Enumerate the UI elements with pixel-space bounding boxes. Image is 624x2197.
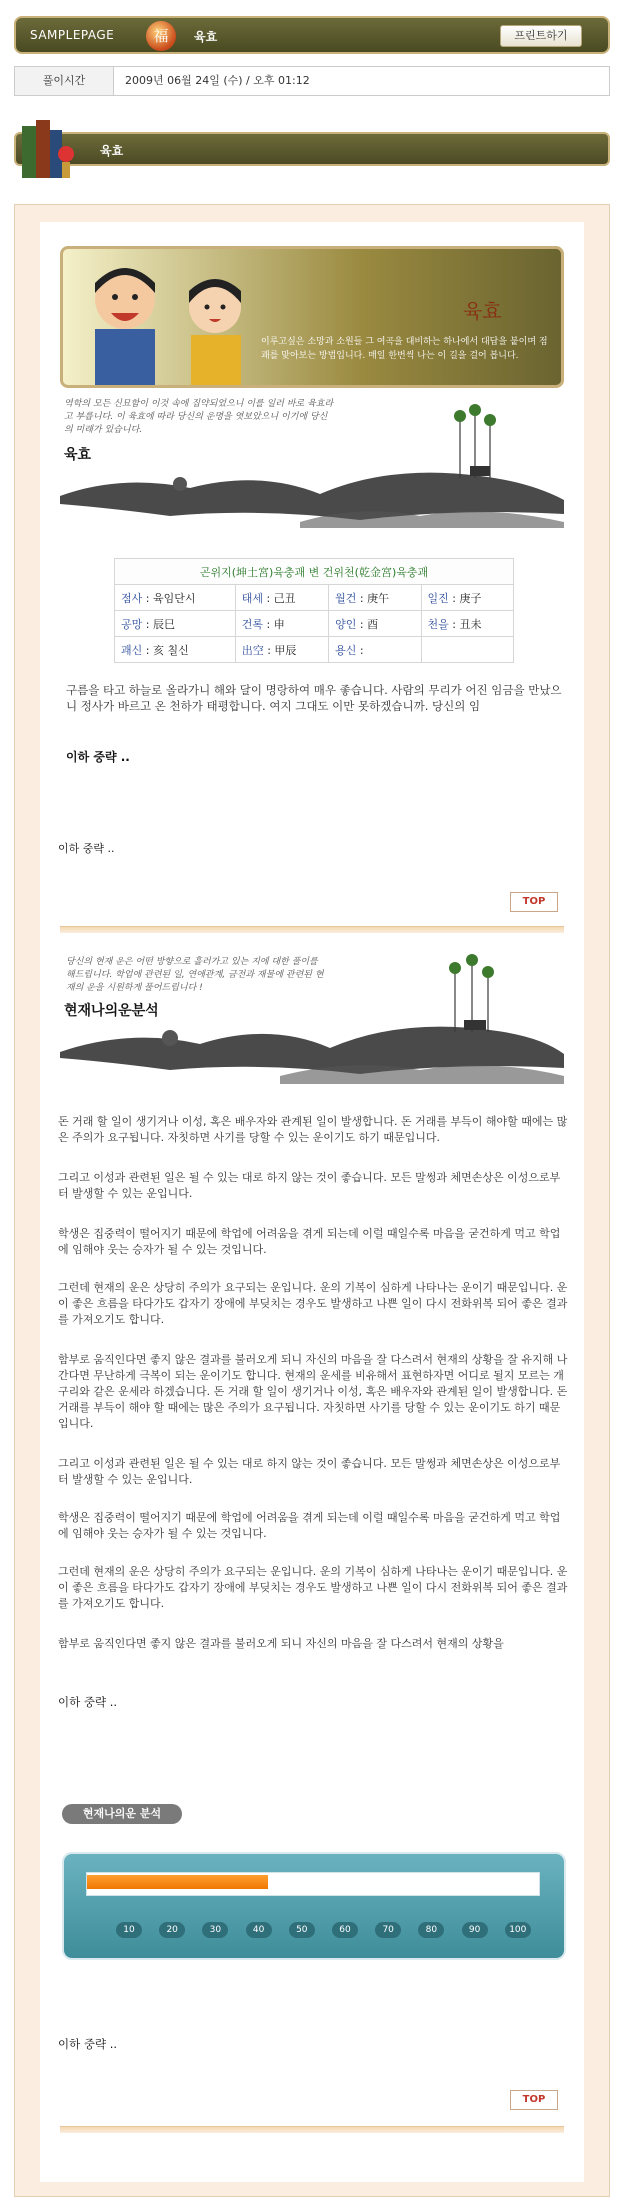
cell-value: 庚子 [459, 591, 482, 605]
print-button[interactable]: 프린트하기 [500, 25, 582, 47]
section-header [14, 132, 610, 166]
landscape-illustration [60, 404, 564, 544]
banner-description: 이루고싶은 소망과 소원들 그 여곡을 대비하는 하나에서 대답을 붙이며 점괘를 맞아보는 방법입니다. 매일 한번씩 나는 이 길을 걸어 봅니다. [261, 337, 548, 361]
books-icon [18, 112, 78, 182]
section-divider [60, 926, 564, 933]
cell-value: 庚午 [367, 591, 390, 605]
gauge-ticks [116, 1922, 548, 1940]
gauge-tick-label: 40 [246, 1922, 272, 1938]
section-divider [60, 2126, 564, 2133]
table-row: 점사 : 육임단시 태세 : 己丑 월건 : 庚午 일진 : 庚子 [115, 585, 514, 611]
header-bar [14, 16, 610, 54]
analysis-heading: 현재나의운분석 [64, 1003, 159, 1019]
landscape-illustration [60, 952, 564, 1098]
omitted-label: 이하 중략 .. [58, 842, 115, 855]
omitted-label: 이하 중략 .. [66, 750, 130, 764]
gauge-tick-label: 60 [332, 1922, 358, 1938]
omitted-label: 이하 중략 .. [58, 2037, 118, 2051]
paragraph: 그런데 현재의 운은 상당히 주의가 요구되는 운입니다. 운의 기복이 심하게 나타나는 운이기 때문입니다. 운이 좋은 흐름을 타다가도 갑자기 장애에 부딪치는 경우도 발생하고 나쁜 일이 다시 전화위복 되어 좋은 결과를 가져오기도 합니다. [58, 1281, 568, 1326]
time-label: 풀이시간 [15, 67, 114, 95]
fortune-gauge [62, 1852, 566, 1960]
hexagram-table [114, 558, 514, 663]
table-caption: 곤위지(坤土宮)육충괘 변 건위천(乾金宮)육충괘 [115, 559, 514, 585]
logo-icon: 福 [146, 21, 176, 51]
brand-label: SAMPLEPAGE [30, 28, 115, 42]
cell-value: 육임단시 [152, 591, 196, 605]
cell-key: 천을 [427, 617, 449, 631]
intro-text: 당신의 현재 운은 어떤 방향으로 흘러가고 있는 지에 대한 풀이를 해드립니다. 학업에 관련된 일, 연애관계, 금전과 재물에 관련된 현재의 운을 시원하게 풀어드립니다 ! [66, 957, 324, 993]
gauge-tick-label: 80 [418, 1922, 444, 1938]
paragraph: 그리고 이성과 관련된 일은 될 수 있는 대로 하지 않는 것이 좋습니다. 모든 말썽과 체면손상은 이성으로부터 발생할 수 있는 운입니다. [58, 1457, 561, 1486]
cell-key: 용신 [335, 643, 357, 657]
paragraph: 그런데 현재의 운은 상당히 주의가 요구되는 운입니다. 운의 기복이 심하게 나타나는 운이기 때문입니다. 운이 좋은 흐름을 타다가도 갑자기 장애에 부딪치는 경우도 발생하고 나쁜 일이 다시 전화위복 되어 좋은 결과를 가져오기도 합니다. [58, 1565, 568, 1610]
cell-key: 점사 [121, 591, 143, 605]
cell-value: 甲辰 [274, 643, 297, 657]
cell-value: 辰巳 [152, 617, 175, 631]
cell-value: 亥 칠신 [152, 643, 189, 657]
cell-key: 태세 [241, 591, 263, 605]
cell-key: 괘신 [121, 643, 143, 657]
gauge-tick-label: 50 [289, 1922, 315, 1938]
cell-value: 丑未 [459, 617, 482, 631]
cell-value: 己丑 [273, 591, 296, 605]
time-value: 2009년 06월 24일 (수) / 오후 01:12 [125, 74, 310, 87]
table-row: 괘신 : 亥 칠신 出空 : 甲辰 용신 : [115, 637, 514, 663]
gauge-tick-label: 90 [462, 1922, 488, 1938]
banner [60, 246, 564, 388]
cell-key: 일진 [427, 591, 449, 605]
cell-key: 양인 [335, 617, 357, 631]
gauge-tick-label: 30 [202, 1922, 228, 1938]
paragraph: 돈 거래 할 일이 생기거나 이성, 혹은 배우자와 관계된 일이 발생합니다. 돈 거래를 부득이 해야할 때에는 많은 주의가 요구됩니다. 자칫하면 사기를 당할 수 있는 운이기도 하기 때문입니다. [58, 1115, 568, 1144]
paragraph: 학생은 집중력이 떨어지기 때문에 학업에 어려움을 겪게 되는데 이럴 때일수록 마음을 굳건하게 먹고 학업에 임해야 웃는 승자가 될 수 있는 것입니다. [58, 1511, 561, 1540]
reading-heading: 육효 [64, 447, 92, 463]
cell-key: 出空 [241, 643, 264, 657]
gauge-fill [87, 1875, 268, 1889]
characters-illustration [73, 253, 273, 385]
omitted-label: 이하 중략 .. [58, 1695, 118, 1709]
section-title: 육효 [100, 144, 124, 158]
intro-text: 역학의 모든 신묘함이 이것 속에 집약되었으니 이를 일러 바로 육효라고 부릅니다. 이 육효에 따라 당신의 운명을 엿보았으니 이기에 당신의 미래가 있습니다. [64, 399, 334, 435]
cell-value: 酉 [367, 617, 379, 631]
page-title: 육효 [194, 30, 218, 44]
banner-title: 육효 [463, 299, 502, 323]
gauge-tick-label: 70 [375, 1922, 401, 1938]
gauge-label: 현재나의운 분석 [62, 1804, 182, 1824]
top-button[interactable]: TOP [510, 2090, 558, 2110]
top-button[interactable]: TOP [510, 892, 558, 912]
table-row: 공망 : 辰巳 건록 : 申 양인 : 酉 천을 : 丑未 [115, 611, 514, 637]
time-row [14, 66, 610, 96]
gauge-track [86, 1872, 540, 1896]
paragraph: 그리고 이성과 관련된 일은 될 수 있는 대로 하지 않는 것이 좋습니다. 모든 말썽과 체면손상은 이성으로부터 발생할 수 있는 운입니다. [58, 1171, 561, 1200]
cell-value: 申 [273, 617, 285, 631]
gauge-tick-label: 10 [116, 1922, 142, 1938]
cell-key: 월건 [335, 591, 357, 605]
reading-text: 구름을 타고 하늘로 올라가니 해와 달이 명랑하여 매우 좋습니다. 사람의 무리가 어진 임금을 만났으니 정사가 바르고 온 천하가 태평합니다. 여지 그대도 이만 못하겠습니까. 당신의 임 [66, 683, 562, 713]
paragraph: 학생은 집중력이 떨어지기 때문에 학업에 어려움을 겪게 되는데 이럴 때일수록 마음을 굳건하게 먹고 학업에 임해야 웃는 승자가 될 수 있는 것입니다. [58, 1227, 561, 1256]
cell-key: 공망 [121, 617, 143, 631]
paragraph: 함부로 움직인다면 좋지 않은 결과를 불러오게 되니 자신의 마음을 잘 다스려서 현재의 상황을 [58, 1637, 504, 1650]
paragraph: 함부로 움직인다면 좋지 않은 결과를 불러오게 되니 자신의 마음을 잘 다스려서 현재의 상황을 잘 유지해 나간다면 무난하게 극복이 되는 운이기도 합니다. 현재의 운세를 비유해서 표현하자면 어디로 될지 모르는 개구리와 같은 운세라 하겠습니다. 돈 거래 할 일이 생기거나 이성, 혹은 배우자와 관계된 일이 발생합니다. 돈 거래를 부득이 해야 할 때에는 많은 주의가 요구됩니다. 자칫하면 사기를 당할 수 있는 운이기도 하기 때문입니다. [58, 1353, 568, 1430]
cell-key: 건록 [241, 617, 263, 631]
gauge-tick-label: 100 [505, 1922, 531, 1938]
gauge-tick-label: 20 [159, 1922, 185, 1938]
